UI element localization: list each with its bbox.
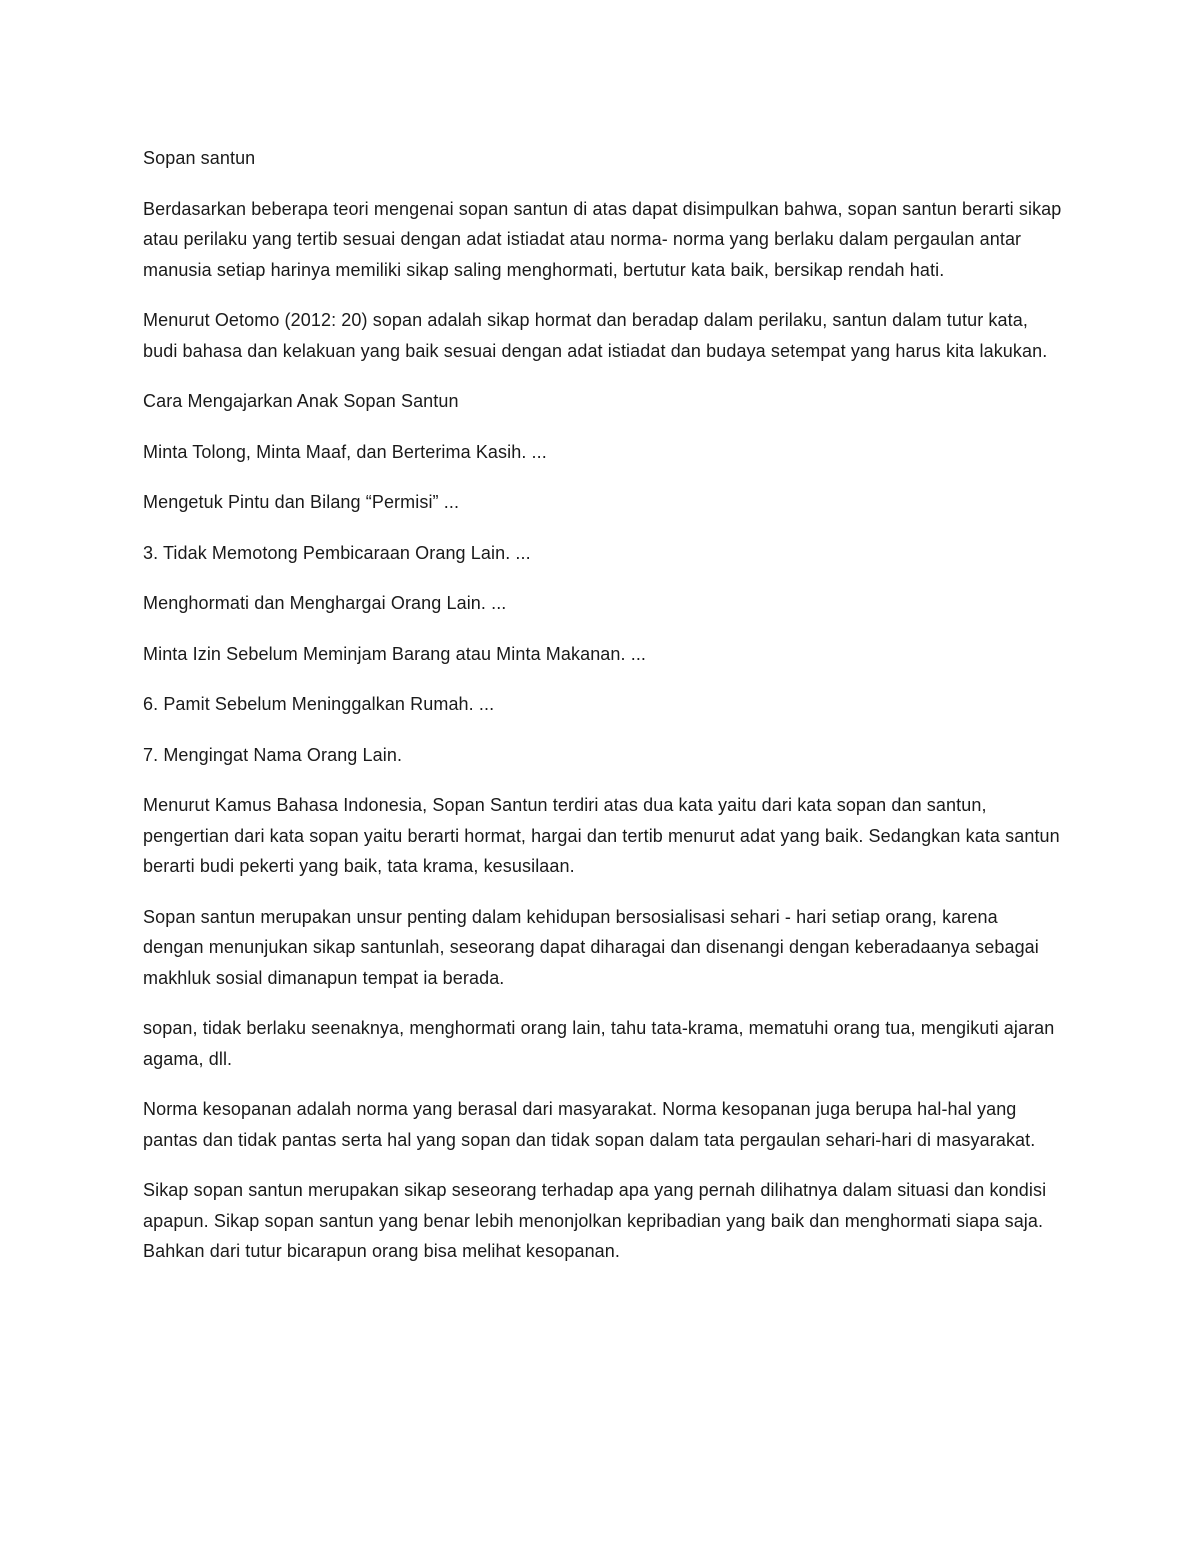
paragraph-sopan-list: sopan, tidak berlaku seenaknya, menghormati orang lain, tahu tata-krama, mematuhi orang tua, mengikuti ajaran agama, dll.	[143, 1018, 1055, 1069]
list-item: 6. Pamit Sebelum Meninggalkan Rumah. ...	[143, 694, 495, 714]
list-item: Menghormati dan Menghargai Orang Lain. ...	[143, 593, 507, 613]
paragraph-unsur-penting: Sopan santun merupakan unsur penting dalam kehidupan bersosialisasi sehari - hari setiap orang, karena dengan menunjukan sikap santunlah, seseorang dapat diharagai dan disenangi dengan keberadaanya sebagai makhluk sosial dimanapun tempat ia berada.	[143, 906, 1039, 988]
paragraph-norma: Norma kesopanan adalah norma yang berasal dari masyarakat. Norma kesopanan juga berupa hal-hal yang pantas dan tidak pantas serta hal yang sopan dan tidak sopan dalam tata pergaulan sehari-hari di masyarakat.	[143, 1099, 1036, 1150]
list-item: Mengetuk Pintu dan Bilang “Permisi” ...	[143, 492, 460, 512]
section-heading: Cara Mengajarkan Anak Sopan Santun	[143, 391, 459, 411]
list-item: 7. Mengingat Nama Orang Lain.	[143, 744, 403, 765]
paragraph-sikap: Sikap sopan santun merupakan sikap seseorang terhadap apa yang pernah dilihatnya dalam situasi dan kondisi apapun. Sikap sopan santun yang benar lebih menonjolkan kepribadian yang baik dan menghormati siapa saja. Bahkan dari tutur bicarapun orang bisa melihat kesopanan.	[143, 1180, 1047, 1261]
paragraph-kamus: Menurut Kamus Bahasa Indonesia, Sopan Santun terdiri atas dua kata yaitu dari kata sopan dan santun, pengertian dari kata sopan yaitu berarti hormat, hargai dan tertib menurut adat yang baik. Sedangkan kata santun berarti budi pekerti yang baik, tata krama, kesusilaan.	[143, 795, 1060, 876]
document-title: Sopan santun	[143, 148, 256, 168]
paragraph-oetomo: Menurut Oetomo (2012: 20) sopan adalah sikap hormat dan beradap dalam perilaku, santun dalam tutur kata, budi bahasa dan kelakuan yang baik sesuai dengan adat istiadat dan budaya setempat yang harus kita lakukan.	[143, 310, 1048, 361]
list-item: 3. Tidak Memotong Pembicaraan Orang Lain. ...	[143, 542, 531, 563]
paragraph-summary: Berdasarkan beberapa teori mengenai sopan santun di atas dapat disimpulkan bahwa, sopan santun berarti sikap atau perilaku yang tertib sesuai dengan adat istiadat atau norma- norma yang berlaku dalam pergaulan antar manusia setiap harinya memiliki sikap saling menghormati, bertutur kata baik, bersikap rendah hati.	[143, 198, 1062, 280]
list-item: Minta Izin Sebelum Meminjam Barang atau Minta Makanan. ...	[143, 643, 647, 664]
document-body	[143, 143, 1063, 1287]
list-item: Minta Tolong, Minta Maaf, dan Berterima Kasih. ...	[143, 441, 547, 462]
